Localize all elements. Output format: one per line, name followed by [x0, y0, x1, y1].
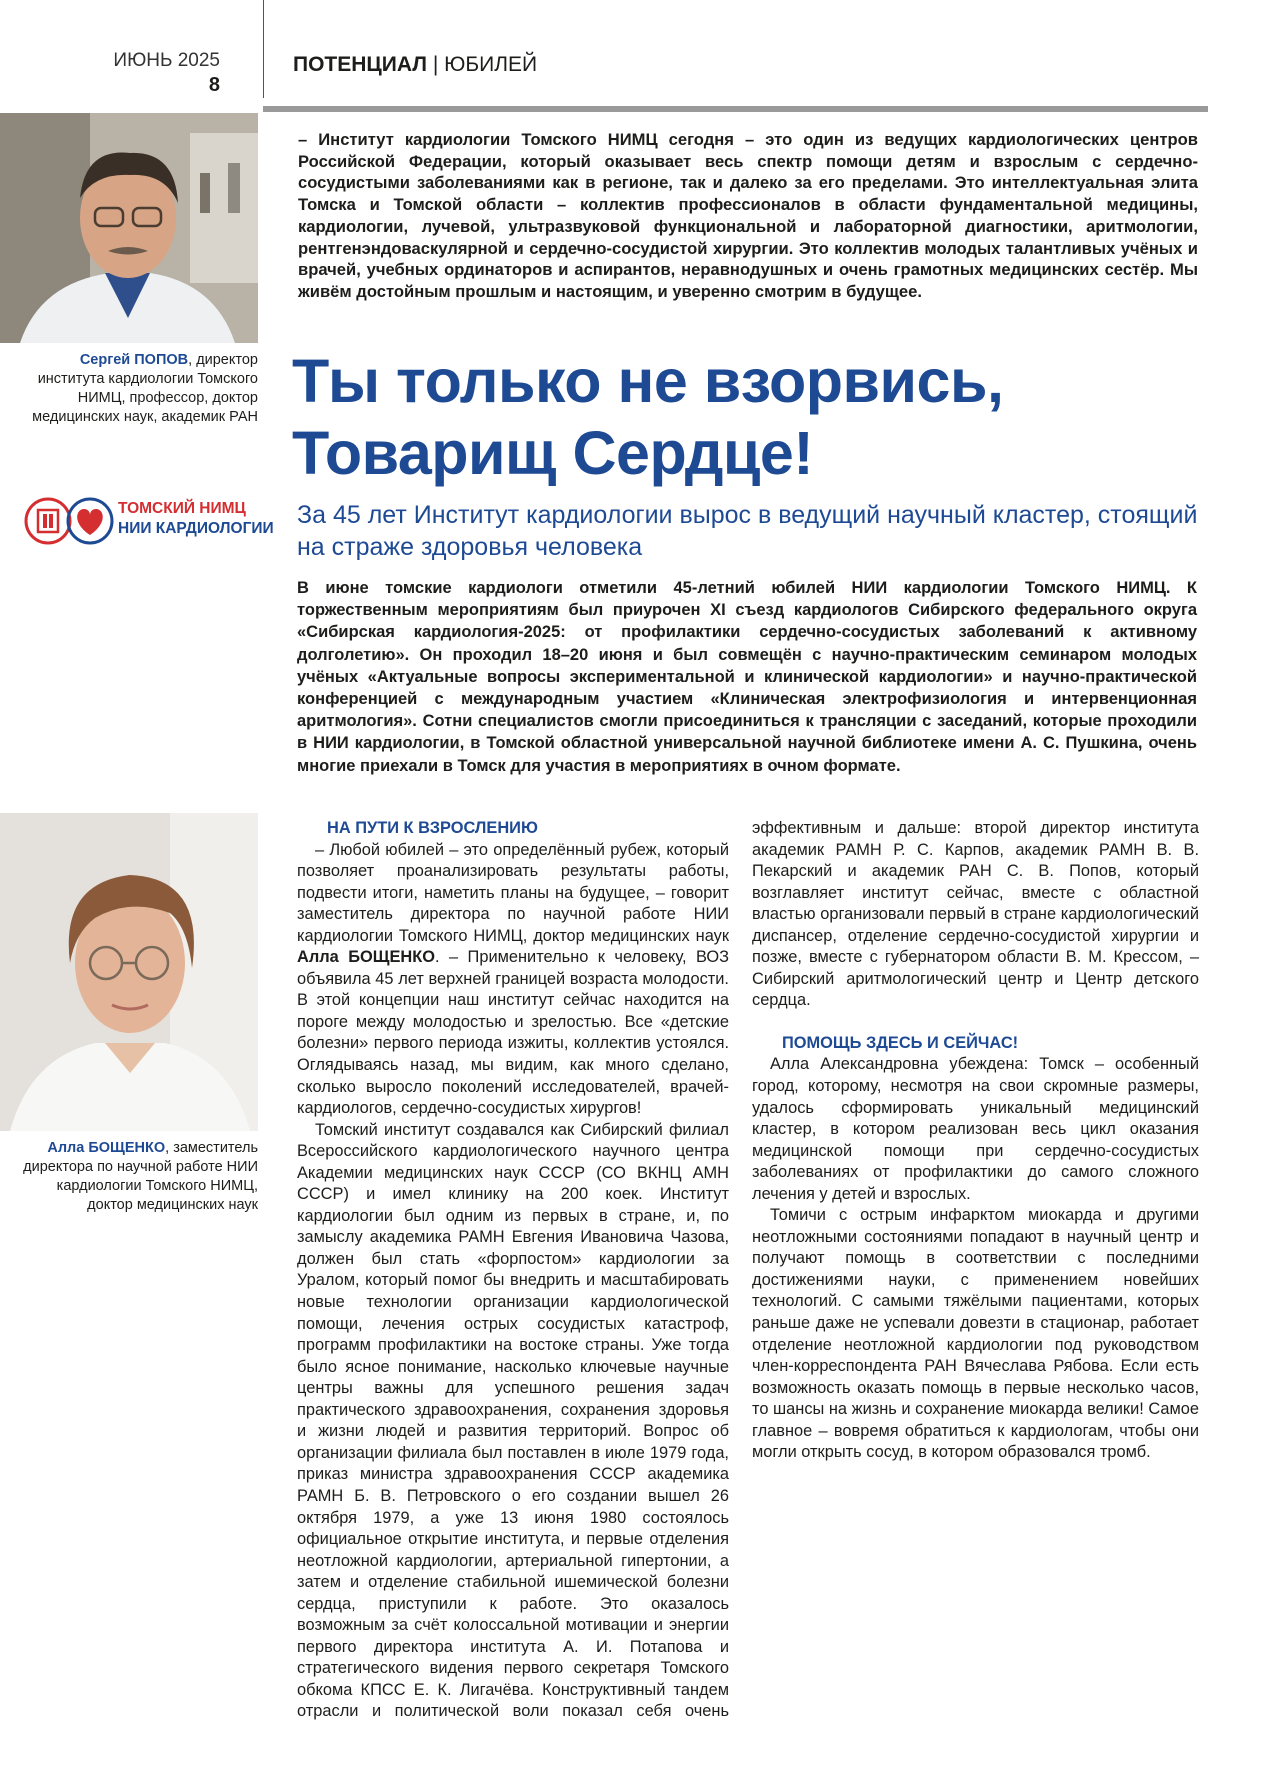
section-name: ПОТЕНЦИАЛ — [293, 53, 428, 76]
article-intro: В июне томские кардиологи отметили 45-летний юбилей НИИ кардиологии Томского НИМЦ. К торжественным мероприятиям был приурочен XI съезд кардиологов Сибирского федерального округа «Сибирская кардиология-2025: от профилактики сердечно-сосудистых заболеваний к активному долголетию». Он проходил 18–20 июня и был совмещён с научно-практическим семинаром молодых учёных «Актуальные вопросы экспериментальной и клинической кардиологии» и научно-практической конференцией с международным участием «Клиническая электрофизиология и интервенционная аритмология». Сотни специалистов смогли присоединиться к трансляции с заседаний, которые проходили в НИИ кардиологии, в Томской областной универсальной научной библиотеке имени А. С. Пушкина, очень многие приехали в Томск для участия в мероприятиях в очном формате. — [297, 579, 1197, 775]
section-label — [293, 52, 537, 78]
logo-line-1: ТОМСКИЙ НИМЦ — [118, 500, 246, 517]
popov-photo — [0, 113, 258, 343]
body-paragraph-2-continued: эффективным и дальше: второй директор института академик РАМН Р. С. Карпов, академик РАМН В. В. Пекарский и академик РАН С. В. Попов, который возглавляет институт сейчас, вместе с областной властью организовали первый в стране кардиологический диспансер, отделение сердечно-сосудистой хирургии и позже, вместе с губернатором области В. М. Крессом, – Сибирский аритмологический центр и Центр детского сердца. — [752, 819, 1199, 1010]
portrait-image — [0, 113, 258, 343]
page-number: 8 — [208, 74, 220, 96]
title-line-2: Товарищ Сердце! — [292, 419, 814, 487]
section-separator: | — [427, 53, 445, 76]
body-paragraph-1 — [297, 840, 729, 1120]
boshchenko-name: Алла БОЩЕНКО — [47, 1140, 166, 1156]
popov-caption: Сергей ПОПОВ, директор института кардиологии Томского НИМЦ, профессор, доктор медицинских наук, академик РАН — [32, 352, 258, 425]
paragraph-1-part-b: . – Применительно к человеку, ВОЗ объявила 45 лет верхней границей возраста молодости. В этой концепции наш институт сейчас находится на пороге между молодостью и зрелостью. Все «детские болезни» первого периода изжиты, коллектив устоялся. Оглядываясь назад, мы видим, как много сделано, сколько выросло поколений исследователей, врачей-кардиологов, сердечно-сосудистых хирургов! — [297, 948, 729, 1118]
body-paragraph-3: Алла Александровна убеждена: Томск – особенный город, которому, несмотря на свои скромные размеры, удалось сформировать уникальный медицинский кластер, в котором реализован весь цикл оказания медицинской помощи при сердечно-сосудистых заболеваниях от профилактики до самого сложного лечения у детей и взрослых. — [752, 1055, 1199, 1203]
body-column-right — [752, 818, 1199, 1464]
title-line-1: Ты только не взорвись, — [292, 347, 1004, 415]
article-subtitle: За 45 лет Институт кардиологии вырос в ведущий научный кластер, стоящий на страже здоровья человека — [297, 501, 1198, 561]
logo-text — [118, 499, 274, 539]
section-heading-2: ПОМОЩЬ ЗДЕСЬ И СЕЙЧАС! — [782, 1033, 1019, 1052]
popov-name: Сергей ПОПОВ — [79, 352, 189, 368]
logo-line-2: НИИ КАРДИОЛОГИИ — [118, 520, 274, 537]
lead-quote: – Институт кардиологии Томского НИМЦ сегодня – это один из ведущих кардиологических центров Российской Федерации, который оказывает весь спектр помощи детям и взрослым с сердечно-сосудистыми заболеваниями как в регионе, так и далеко за его пределами. Это интеллектуальная элита Томска и Томской области – коллектив профессионалов в области фундаментальной медицины, кардиологии, лучевой, ультразвуковой функциональной и лабораторной диагностики, аритмологии, рентгенэндоваскулярной и сердечно-сосудистой хирургии. Это коллектив молодых талантливых учёных и врачей, учебных ординаторов и аспирантов, неравнодушных и очень грамотных медицинских сестёр. Мы живём достойным прошлым и настоящим, и уверенно смотрим в будущее. — [298, 130, 1198, 301]
article-title — [292, 345, 1222, 489]
issue-date: ИЮНЬ 2025 — [113, 50, 220, 71]
body-paragraph-4: Томичи с острым инфарктом миокарда и другими неотложными состояниями попадают в научный центр и получают помощь в соответствии с последними достижениями науки, с применением новейших технологий. С самыми тяжёлыми пациентами, которых раньше даже не успевали довезти в стационар, работает отделение неотложной кардиологии под руководством член-корреспондента РАН Вячеслава Рябова. Если есть возможность оказать помощь в первые несколько часов, то шансы на жизнь и сохранение миокарда велики! Самое главное – вовремя обратиться к кардиологам, чтобы они могли открыть сосуд, в котором образовался тромб. — [752, 1206, 1199, 1462]
boshchenko-photo — [0, 813, 258, 1131]
portrait-image — [0, 813, 258, 1131]
header-divider — [263, 0, 264, 98]
subsection-name: ЮБИЛЕЙ — [444, 53, 538, 76]
section-heading-1: НА ПУТИ К ВЗРОСЛЕНИЮ — [327, 819, 538, 837]
header-rule — [263, 106, 1208, 112]
body-column-left — [297, 818, 729, 1723]
boshchenko-caption: Алла БОЩЕНКО, заместитель директора по научной работе НИИ кардиологии Томского НИМЦ, доктор медицинских наук — [23, 1140, 258, 1213]
interviewee-name: Алла БОЩЕНКО — [297, 948, 435, 967]
popov-role: директор института кардиологии Томского НИМЦ, профессор, доктор медицинских наук, академик РАН — [32, 352, 258, 425]
section-gap — [752, 1012, 1199, 1033]
body-paragraph-2: Томский институт создавался как Сибирский филиал Всероссийского кардиологического научного центра Академии медицинских наук СССР (СО ВКНЦ АМН СССР) и имел клинику на 200 коек. Институт кардиологии был одним из первых в стране, и, по замыслу академика РАМН Евгения Ивановича Чазова, должен был стать «форпостом» кардиологии за Уралом, который помог бы внедрить и масштабировать новые технологии организации кардиологической помощи, лечения острых сосудистых катастроф, программ профилактики на востоке страны. Уже тогда было ясное понимание, насколько ключевые научные центры важны для успешного решения задач практического здравоохранения, сохранения здоровья и жизни людей и развития территорий. Вопрос об организации филиала был поставлен в июле 1979 года, приказ министра здравоохранения СССР академика РАМН Б. В. Петровского о его создании вышел 26 октября 1979, а уже 13 июня 1980 состоялось официальное открытие института, и первые отделения неотложной кардиологии, артериальной гипертонии, а затем и отделение стабильной ишемической болезни сердца, приступили к работе. Это оказалось возможным за счёт колоссальной мотивации и энергии первого директора института А. И. Потапова и стратегического видения первого секретаря Томского обкома КПСС Е. К. Лигачёва. Конструктивный тандем отрасли и политической воли показал себя очень — [297, 1120, 729, 1721]
boshchenko-role: заместитель директора по научной работе НИИ кардиологии Томского НИМЦ, доктор медицинских наук — [23, 1140, 258, 1213]
paragraph-1-part-a: – Любой юбилей – это определённый рубеж, который позволяет проанализировать результаты работы, подвести итоги, наметить планы на будущее, – говорит заместитель директора по научной работе НИИ кардиологии Томского НИМЦ, доктор медицинских наук — [297, 840, 729, 945]
